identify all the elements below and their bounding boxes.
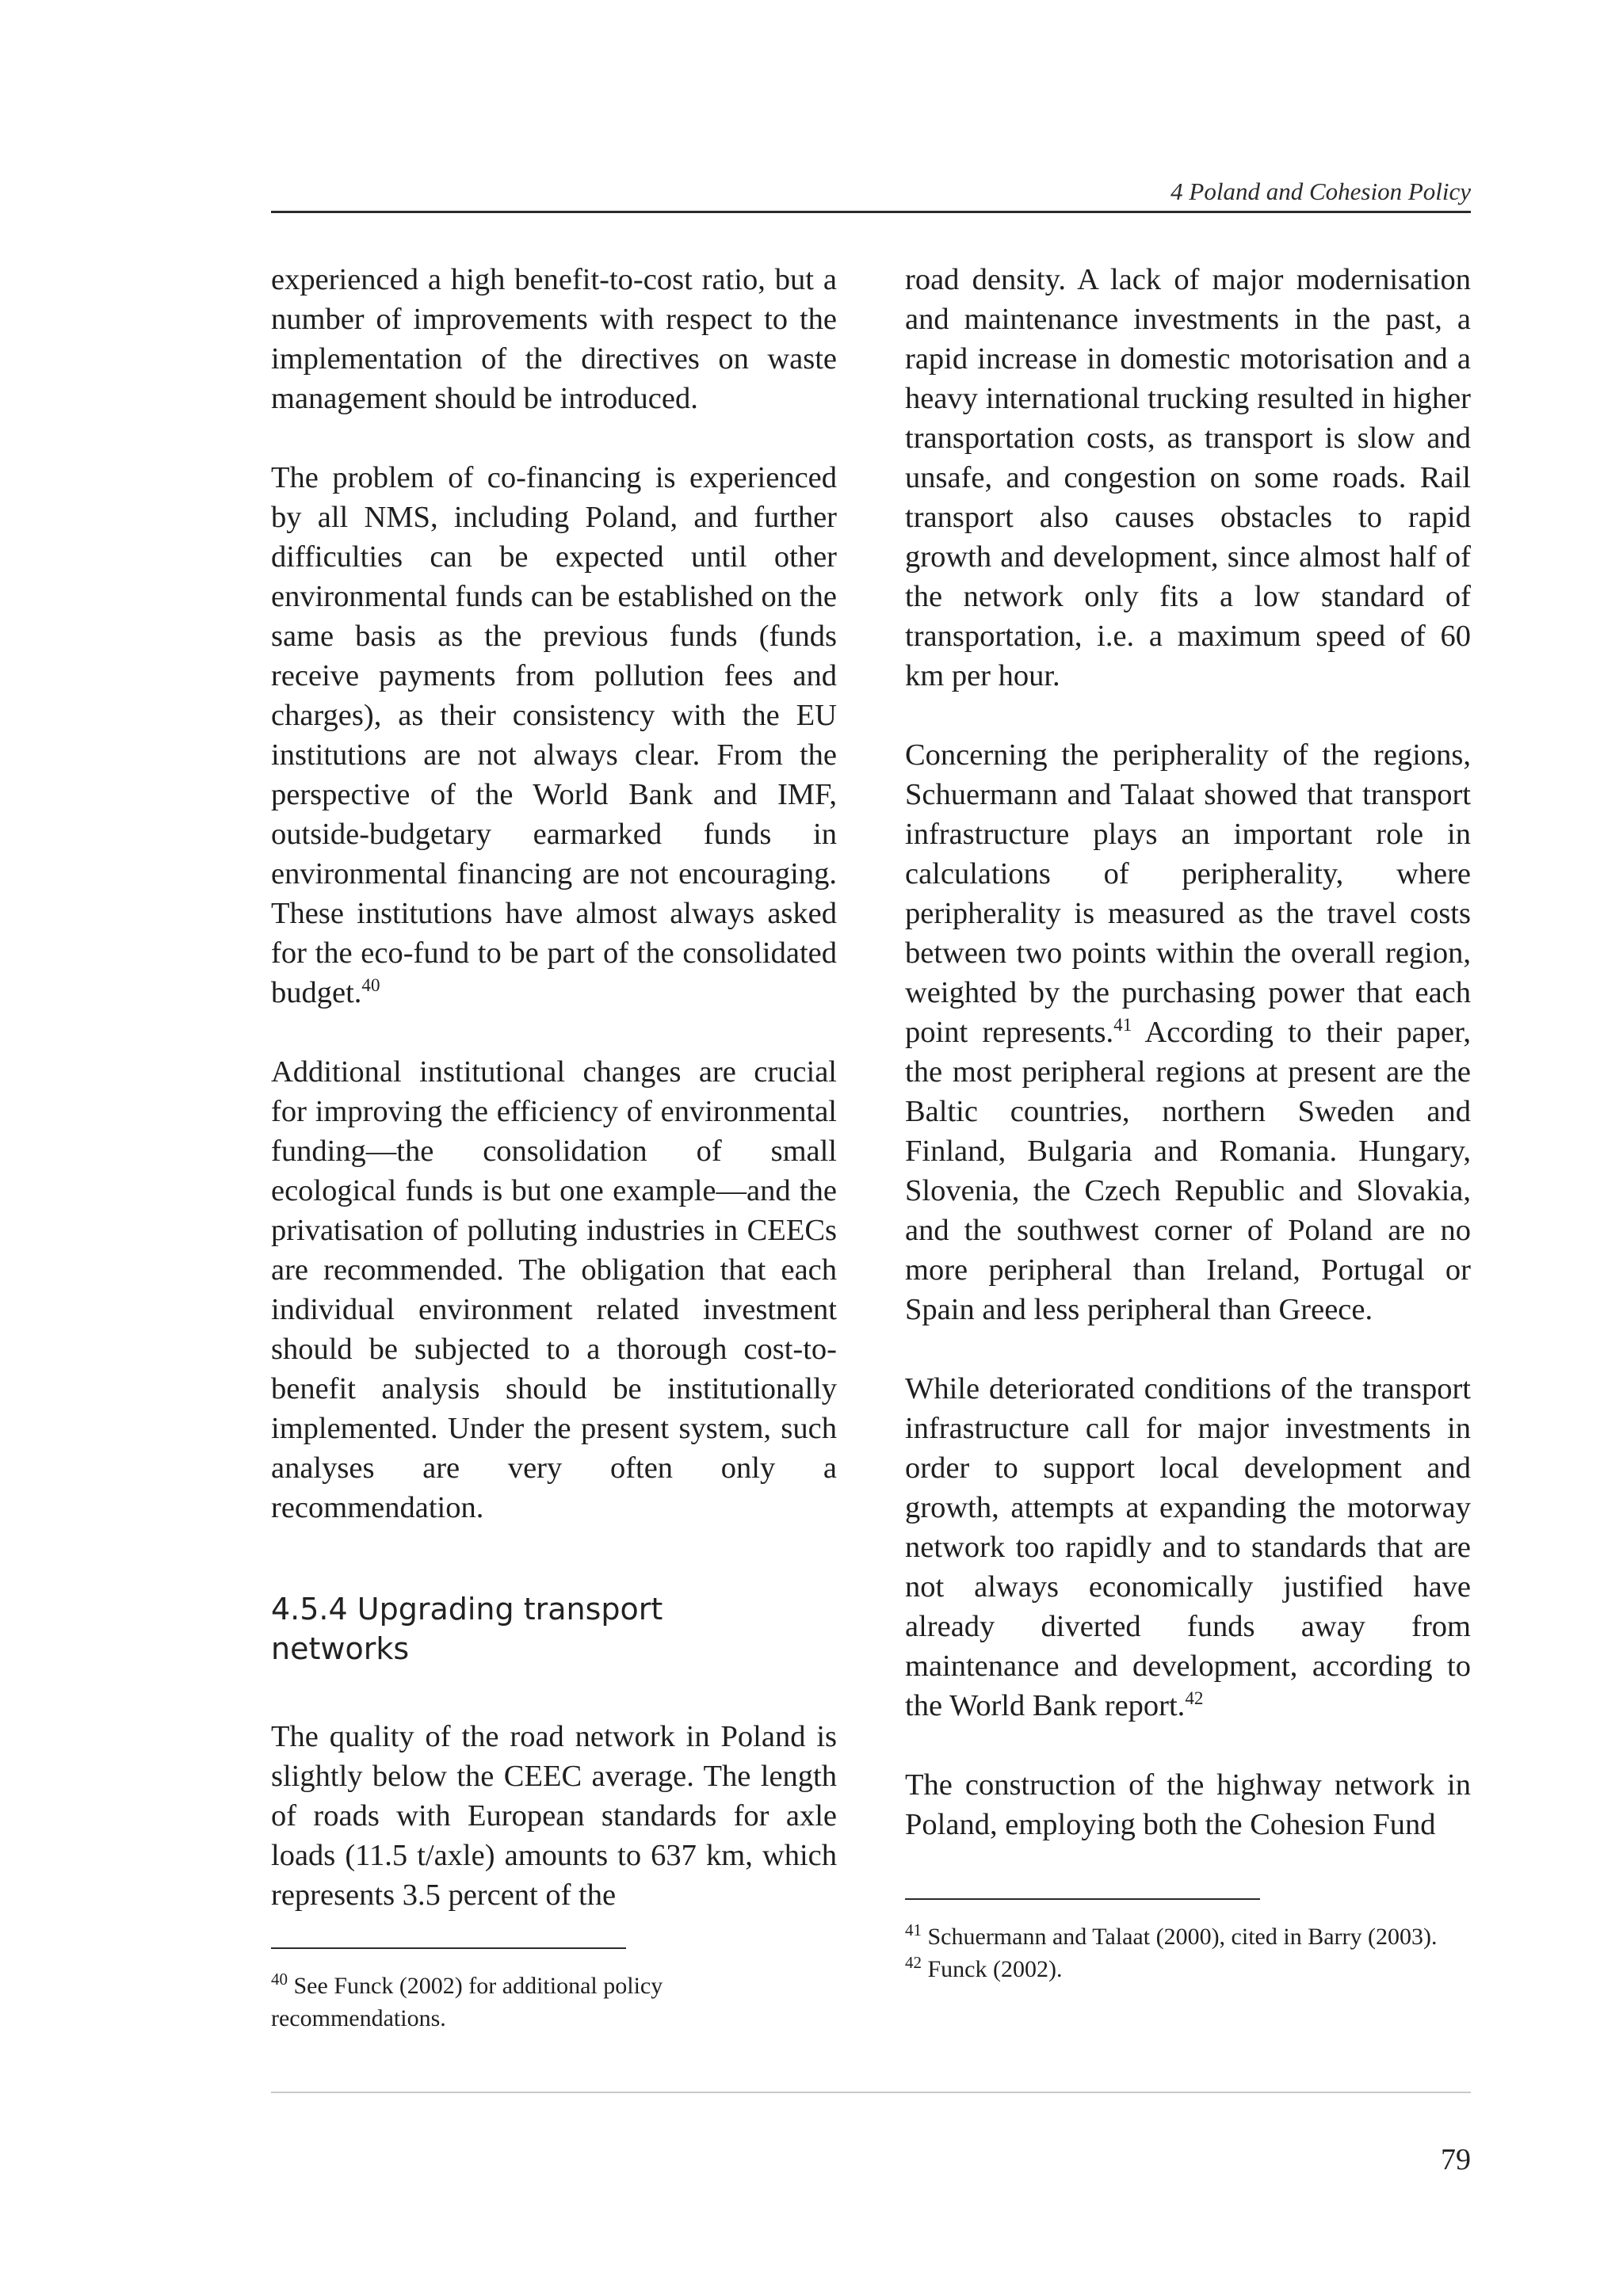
page-number: 79 [1441, 2143, 1471, 2176]
right-paragraph-2-text-b: According to their paper, the most peripheral regions at present are the Baltic countries, northern Sweden and Finland, Bulgaria and Romania. Hungary, Slovenia, the Czech Republic and Slovakia, and the southwest corner of Poland are no more peripheral than Ireland, Portugal or Spain and less peripheral than Greece. [905, 1016, 1472, 1326]
header-rule [271, 211, 1471, 213]
right-paragraph-2 [905, 735, 1471, 1329]
right-column [905, 260, 1471, 1844]
left-paragraph-3: Additional institutional changes are crucial for improving the efficiency of environmental funding—the consolidation of small ecological funds is but one example—and the privatisation of polluting industries in CEECs are recommended. The obligation that each individual environment related investment should be subjected to a thorough cost-to-benefit analysis should be institutionally implemented. Under the present system, such analyses are very often only a recommendation. [271, 1055, 837, 1524]
footnote-41-mark: 41 [905, 1920, 922, 1939]
footnote-ref-40[interactable]: 40 [361, 974, 380, 996]
right-paragraph-3-text: While deteriorated conditions of the transport infrastructure call for major investments in order to support local development and growth, attempts at expanding the motorway network too rapidly and to standards that are not always economically justified have already diverted funds away from maintenance and development, according to the World Bank report. [905, 1372, 1471, 1722]
left-footnotes [271, 1947, 837, 2035]
footnote-41-text: Schuermann and Talaat (2000), cited in Barry (2003). [922, 1924, 1438, 1950]
footnote-40 [271, 1970, 837, 2035]
right-paragraph-3 [905, 1369, 1471, 1726]
left-paragraph-2 [271, 458, 837, 1013]
left-paragraph-2-text: The problem of co-financing is experienced by all NMS, including Poland, and further difficulties can be expected until other environmental funds can be established on the same basis as the previous funds (funds receive payments from pollution fees and charges), as their consistency with the EU institutions are not always clear. From the perspective of the World Bank and IMF, outside-budgetary earmarked funds in environmental financing are not encouraging. These institutions have almost always asked for the eco-fund to be part of the consolidated budget. [271, 461, 837, 1009]
footnote-42-text: Funck (2002). [922, 1956, 1063, 1982]
footnote-40-text: See Funck (2002) for additional policy recommendations. [271, 1973, 663, 2031]
footnote-ref-42[interactable]: 42 [1185, 1688, 1204, 1709]
left-paragraph-1: experienced a high benefit-to-cost ratio, but a number of improvements with respect to the implementation of the directives on waste management should be introduced. [271, 263, 837, 415]
running-head-title: 4 Poland and Cohesion Policy [1170, 177, 1471, 205]
footnote-rule-left [271, 1947, 626, 1949]
right-paragraph-4: The construction of the highway network in Poland, employing both the Cohesion Fund [905, 1768, 1471, 1841]
left-paragraph-4: The quality of the road network in Poland is slightly below the CEEC average. The length of roads with European standards for axle loads (11.5 t/axle) amounts to 637 km, which represents 3.5 percent of the [271, 1720, 837, 1912]
footer-rule [271, 2092, 1471, 2093]
right-paragraph-2-text-a: Concerning the peripherality of the regions, Schuermann and Talaat showed that transport infrastructure plays an important role in calculations of peripherality, where peripherality is measured as the travel costs between two points within the overall region, weighted by the purchasing power that each point represents. [905, 738, 1471, 1049]
right-footnotes [905, 1898, 1471, 1985]
right-paragraph-1: road density. A lack of major modernisation and maintenance investments in the past, a rapid increase in domestic motorisation and a heavy international trucking resulted in higher transportation costs, as transport is slow and unsafe, and congestion on some roads. Rail transport also causes obstacles to rapid growth and development, since almost half of the network only fits a low standard of transportation, i.e. a maximum speed of 60 km per hour. [905, 263, 1471, 692]
footnote-42-mark: 42 [905, 1953, 922, 1972]
footnote-41 [905, 1920, 1471, 1953]
footnote-42 [905, 1953, 1471, 1985]
footnote-rule-right [905, 1898, 1260, 1900]
section-heading: 4.5.4 Upgrading transport networks [271, 1592, 663, 1666]
left-column [271, 260, 837, 1915]
footnote-ref-41[interactable]: 41 [1113, 1014, 1132, 1035]
footnote-40-mark: 40 [271, 1970, 288, 1989]
